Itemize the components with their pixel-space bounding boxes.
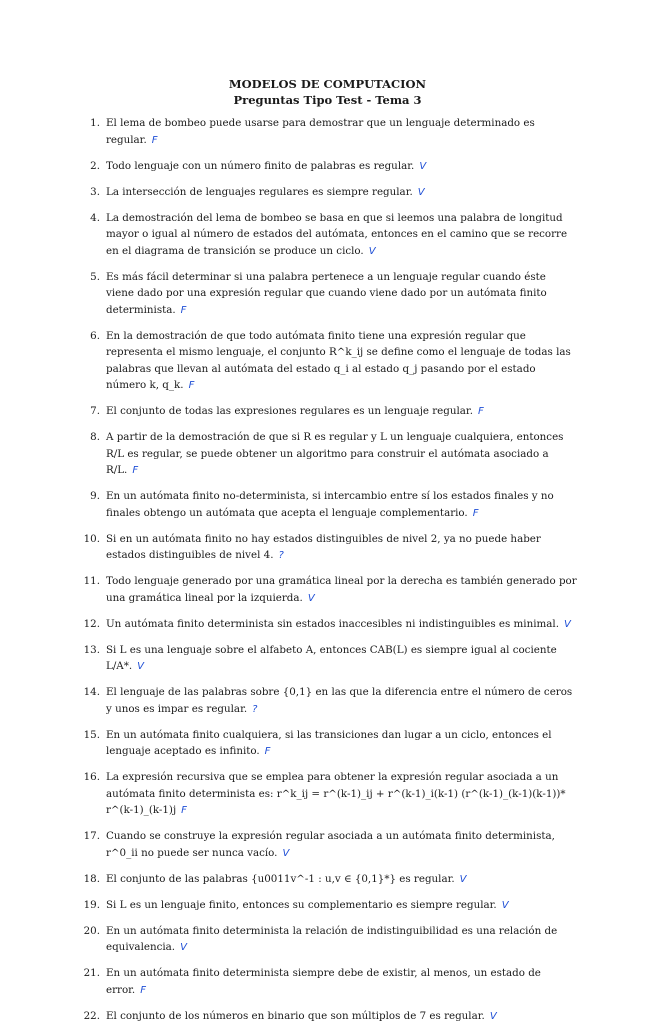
question-text: En un autómata finito no-determinista, si intercambio entre sí los estados finales y no finales obtengo un autómata que acepta el lenguaje complementario. F — [106, 490, 554, 519]
question-number: 22. — [83, 1009, 100, 1022]
question-number: 15. — [83, 728, 100, 741]
question-text: En un autómata finito determinista la relación de indistinguibilidad es una relación de equivalencia. V — [106, 924, 558, 953]
question-text: El lenguaje de las palabras sobre {0,1} en las que la diferencia entre el número de ceros y unos es impar es regular. ? — [106, 686, 573, 715]
question-text: Si L es un lenguaje finito, entonces su complementario es siempre regular. V — [106, 898, 509, 911]
handwritten-answer-mark: V — [419, 160, 427, 172]
question-item — [83, 269, 577, 320]
question-text: En un autómata finito cualquiera, si las transiciones dan lugar a un ciclo, entonces el lenguaje aceptado es infinito. F — [106, 728, 552, 757]
question-item — [83, 573, 577, 607]
question-number: 1. — [90, 117, 100, 129]
document-header — [0, 76, 655, 108]
question-number: 19. — [83, 898, 100, 911]
question-number: 12. — [83, 617, 100, 630]
question-text: En un autómata finito determinista siempre debe de existir, al menos, un estado de error. F — [106, 967, 541, 996]
question-item — [83, 897, 577, 915]
question-item — [83, 828, 577, 862]
question-item — [83, 684, 577, 718]
question-text: A partir de la demostración de que si R es regular y L un lenguaje cualquiera, entonces R/L es regular, se puede obtener un algoritmo para construir el autómata asociado a R/L. F — [106, 431, 564, 476]
handwritten-answer-mark: V — [368, 245, 376, 257]
question-number: 5. — [90, 270, 100, 283]
question-number: 18. — [83, 872, 100, 885]
question-text: Cuando se construye la expresión regular asociada a un autómata finito determinista, r^0_ii no puede ser nunca vacío. V — [106, 830, 555, 859]
handwritten-answer-mark: F — [151, 134, 158, 146]
question-number: 9. — [90, 490, 100, 502]
question-text: La intersección de lenguajes regulares es siempre regular. V — [106, 185, 425, 198]
question-number: 3. — [90, 185, 100, 198]
document-title: MODELOS DE COMPUTACION — [228, 77, 427, 91]
handwritten-answer-mark: F — [188, 380, 195, 391]
question-number: 10. — [83, 532, 100, 545]
question-text: Es más fácil determinar si una palabra pertenece a un lenguaje regular cuando éste viene dado por una expresión regular que cuando viene dado por un autómata finito determinista. F — [106, 270, 547, 316]
question-item — [83, 328, 577, 395]
question-item — [83, 429, 577, 480]
handwritten-answer-mark: V — [180, 942, 187, 953]
question-number: 8. — [90, 431, 100, 443]
question-number: 4. — [90, 211, 100, 224]
question-item — [83, 769, 577, 820]
handwritten-answer-mark: ? — [252, 703, 258, 715]
question-item — [83, 1008, 577, 1026]
question-text: El conjunto de todas las expresiones regulares es un lenguaje regular. F — [106, 405, 484, 417]
question-item — [83, 158, 577, 176]
question-text: El lema de bombeo puede usarse para demostrar que un lenguaje determinado es regular. F — [106, 117, 535, 146]
question-item — [83, 642, 577, 676]
handwritten-answer-mark: F — [140, 984, 146, 996]
question-text: Si en un autómata finito no hay estados distinguibles de nivel 2, ya no puede haber estados distinguibles de nivel 4. ? — [106, 532, 541, 561]
question-item — [83, 616, 577, 634]
handwritten-answer-mark: F — [180, 304, 187, 316]
question-item — [83, 488, 577, 522]
handwritten-answer-mark: F — [478, 406, 484, 417]
handwritten-answer-mark: ? — [278, 550, 284, 561]
handwritten-answer-mark: F — [472, 507, 479, 519]
handwritten-answer-mark: V — [137, 661, 145, 672]
handwritten-answer-mark: F — [181, 805, 187, 816]
handwritten-answer-mark: V — [501, 899, 509, 911]
question-item — [83, 531, 577, 565]
question-text: La demostración del lema de bombeo se basa en que si leemos una palabra de longitud mayor o igual al número de estados del autómata, entonces en el camino que se recorre en el diagrama de transición se produce un ciclo. V — [106, 211, 568, 257]
question-number: 21. — [83, 967, 100, 979]
question-number: 14. — [83, 686, 100, 698]
handwritten-answer-mark: V — [564, 618, 571, 630]
question-number: 6. — [90, 329, 100, 342]
question-number: 11. — [83, 575, 100, 587]
question-item — [83, 871, 577, 889]
question-number: 17. — [83, 830, 100, 842]
question-text: Un autómata finito determinista sin estados inaccesibles ni indistinguibles es minimal. V — [106, 617, 571, 630]
question-text: Todo lenguaje con un número finito de palabras es regular. V — [106, 159, 427, 172]
question-number: 13. — [83, 643, 100, 656]
handwritten-answer-mark: F — [264, 746, 271, 757]
question-text: Si L es una lenguaje sobre el alfabeto A, entonces CAB(L) es siempre igual al cociente L/A*. V — [106, 643, 557, 672]
question-item — [83, 965, 577, 999]
handwritten-answer-mark: F — [132, 465, 139, 476]
question-item — [83, 403, 577, 421]
question-text: Todo lenguaje generado por una gramática lineal por la derecha es también generado por una gramática lineal por la izquierda. V — [106, 575, 577, 604]
handwritten-answer-mark: V — [459, 873, 467, 885]
question-text: En la demostración de que todo autómata finito tiene una expresión regular que representa el mismo lenguaje, el conjunto R^k_ij se define como el lenguaje de todas las palabras que llevan al autómata del estado q_i al estado q_j pasando por el estado número k, q_k. F — [106, 329, 571, 391]
question-number: 2. — [90, 159, 100, 172]
question-number: 16. — [83, 771, 100, 783]
question-text: La expresión recursiva que se emplea para obtener la expresión regular asociada a un autómata finito determinista es: r^k_ij = r^(k-1)_ij + r^(k-1)_i(k-1) (r^(k-1)_(k-1)(k-1))* r^(k-1)_(k-1)j F — [106, 771, 566, 816]
question-text: El conjunto de las palabras {u0011v^-1 : u,v ∈ {0,1}*} es regular. V — [106, 872, 467, 885]
handwritten-answer-mark: V — [489, 1010, 497, 1022]
document-subtitle: Preguntas Tipo Test - Tema 3 — [233, 93, 422, 107]
handwritten-answer-mark: V — [417, 186, 425, 198]
question-number: 7. — [90, 405, 100, 417]
question-item — [83, 210, 577, 261]
question-item — [83, 184, 577, 202]
question-number: 20. — [83, 924, 100, 937]
handwritten-answer-mark: V — [282, 847, 290, 859]
question-item — [83, 727, 577, 761]
question-item — [83, 923, 577, 957]
handwritten-answer-mark: V — [307, 592, 315, 604]
question-text: El conjunto de los números en binario que son múltiplos de 7 es regular. V — [106, 1009, 497, 1022]
question-item — [83, 115, 577, 149]
question-list — [83, 115, 577, 1034]
